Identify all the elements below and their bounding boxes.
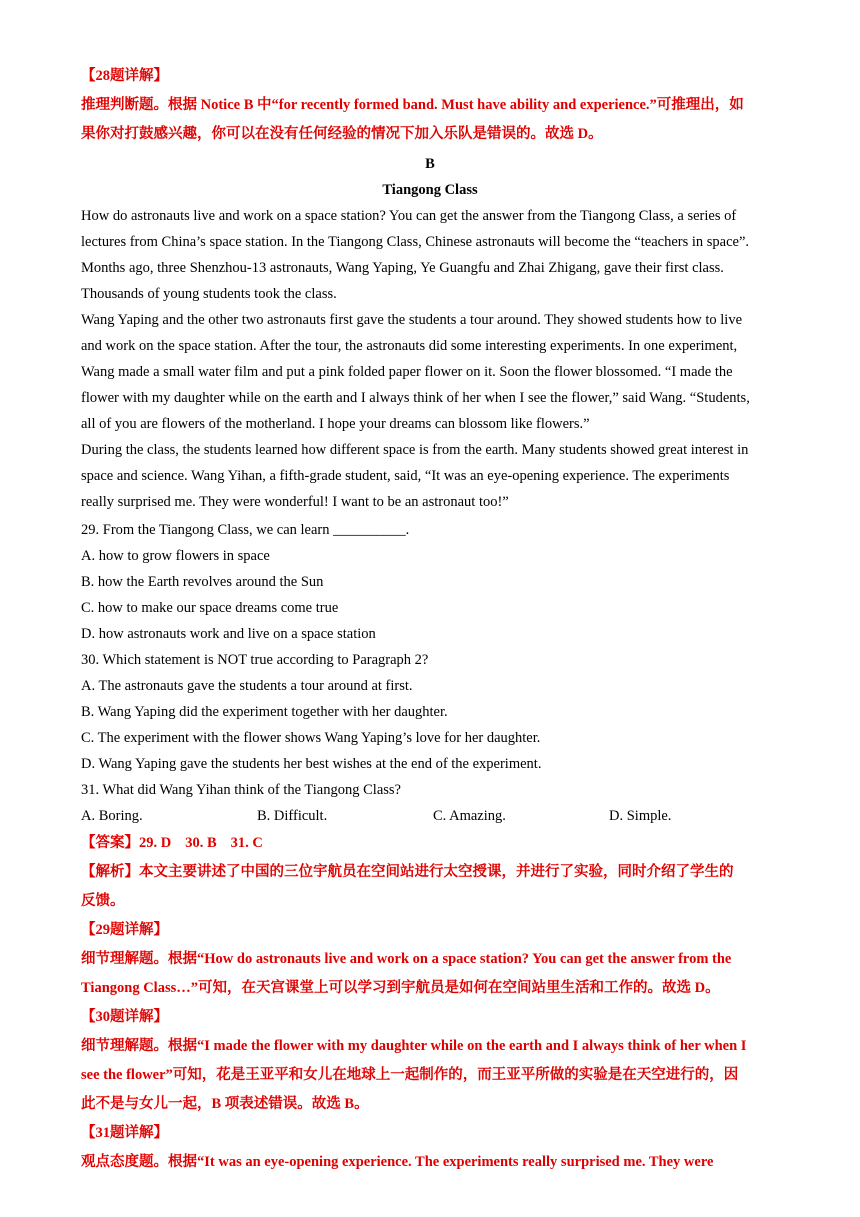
q28-explanation: [81, 62, 791, 149]
q30-line: see the flower”可知，花是王亚平和女儿在地球上一起制作的，而王亚平所做的实验是在天空进行的，因: [81, 1067, 739, 1083]
q28-heading: 【28题详解】: [81, 68, 168, 84]
passage-line: flower with my daughter while on the earth and I always think of her when I see the flower,” said Wang. “Students,: [81, 390, 750, 406]
q30-heading: 【30题详解】: [81, 1009, 168, 1025]
passage-line: and work on the space station. After the tour, the astronauts did some interesting experiments. In one experiment,: [81, 338, 738, 354]
q28-line-1: 推理判断题。根据 Notice B 中“for recently formed band. Must have ability and experience.”可推理出，如: [81, 97, 744, 113]
passage-line: all of you are flowers of the motherland. I hope your dreams can blossom like flowers.”: [81, 416, 590, 432]
q30-line: 此不是与女儿一起，B 项表述错误。故选 B。: [81, 1096, 369, 1112]
question-30-option: B. Wang Yaping did the experiment together with her daughter.: [81, 704, 448, 720]
question-30-stem: 30. Which statement is NOT true according to Paragraph 2?: [81, 652, 429, 668]
section-letter: B: [425, 156, 435, 172]
question-30-option: C. The experiment with the flower shows Wang Yaping’s love for her daughter.: [81, 730, 541, 746]
passage-line: During the class, the students learned how different space is from the earth. Many students showed great interest in: [81, 442, 749, 458]
question-29-option: A. how to grow flowers in space: [81, 548, 270, 564]
q29-heading: 【29题详解】: [81, 922, 168, 938]
answer-item: 31. C: [230, 835, 263, 851]
answer-line: [81, 829, 791, 858]
question-31-options: [81, 803, 791, 829]
question-29-option: B. how the Earth revolves around the Sun: [81, 574, 324, 590]
question-31-option: C. Amazing.: [433, 808, 506, 824]
analysis-line: 【解析】本文主要讲述了中国的三位宇航员在空间站进行太空授课，并进行了实验，同时介绍了学生的: [81, 864, 734, 880]
passage-line: really surprised me. They were wonderful! I want to be an astronaut too!”: [81, 494, 509, 510]
passage-line: How do astronauts live and work on a space station? You can get the answer from the Tiangong Class, a series of: [81, 208, 737, 224]
reading-passage: [81, 203, 791, 515]
question-30-option: A. The astronauts gave the students a tour around at first.: [81, 678, 413, 694]
question-30-option: D. Wang Yaping gave the students her best wishes at the end of the experiment.: [81, 756, 542, 772]
question-29-stem: 29. From the Tiangong Class, we can learn __________.: [81, 522, 410, 538]
question-31-option: B. Difficult.: [257, 808, 328, 824]
section-title: Tiangong Class: [382, 182, 478, 198]
question-31-option: A. Boring.: [81, 808, 143, 824]
answer-section: [81, 829, 791, 1177]
questions: [81, 517, 791, 829]
q29-line: 细节理解题。根据“How do astronauts live and work on a space station? You can get the answer from the: [81, 951, 732, 967]
question-31-stem: 31. What did Wang Yihan think of the Tiangong Class?: [81, 782, 401, 798]
question-29-option: C. how to make our space dreams come true: [81, 600, 339, 616]
q31-heading: 【31题详解】: [81, 1125, 168, 1141]
passage-line: Months ago, three Shenzhou-13 astronauts, Wang Yaping, Ye Guangfu and Zhai Zhigang, gave their first class.: [81, 260, 724, 276]
passage-line: space and science. Wang Yihan, a fifth-grade student, said, “It was an eye-opening experience. The experiments: [81, 468, 730, 484]
q30-line: 细节理解题。根据“I made the flower with my daughter while on the earth and I always think of her when I: [81, 1038, 747, 1054]
answer-item: 30. B: [185, 835, 217, 851]
analysis-line: 反馈。: [81, 893, 125, 909]
passage-line: lectures from China’s space station. In the Tiangong Class, Chinese astronauts will become the “teachers in space”.: [81, 234, 750, 250]
answer-item: 29. D: [139, 835, 172, 851]
q28-line-2: 果你对打鼓感兴趣，你可以在没有任何经验的情况下加入乐队是错误的。故选 D。: [81, 126, 603, 142]
passage-line: Wang made a small water film and put a pink folded paper flower on it. Soon the flower blossomed. “I made the: [81, 364, 733, 380]
question-31-option: D. Simple.: [609, 808, 672, 824]
passage-line: Wang Yaping and the other two astronauts first gave the students a tour around. They showed students how to live: [81, 312, 743, 328]
section-header: [81, 151, 779, 203]
question-29-option: D. how astronauts work and live on a space station: [81, 626, 376, 642]
passage-line: Thousands of young students took the class.: [81, 286, 337, 302]
q29-line: Tiangong Class…”可知，在天宫课堂上可以学习到宇航员是如何在空间站里生活和工作的。故选 D。: [81, 980, 720, 996]
answer-label: 【答案】: [81, 835, 139, 851]
q31-line: 观点态度题。根据“It was an eye-opening experience. The experiments really surprised me. They were: [81, 1154, 714, 1170]
